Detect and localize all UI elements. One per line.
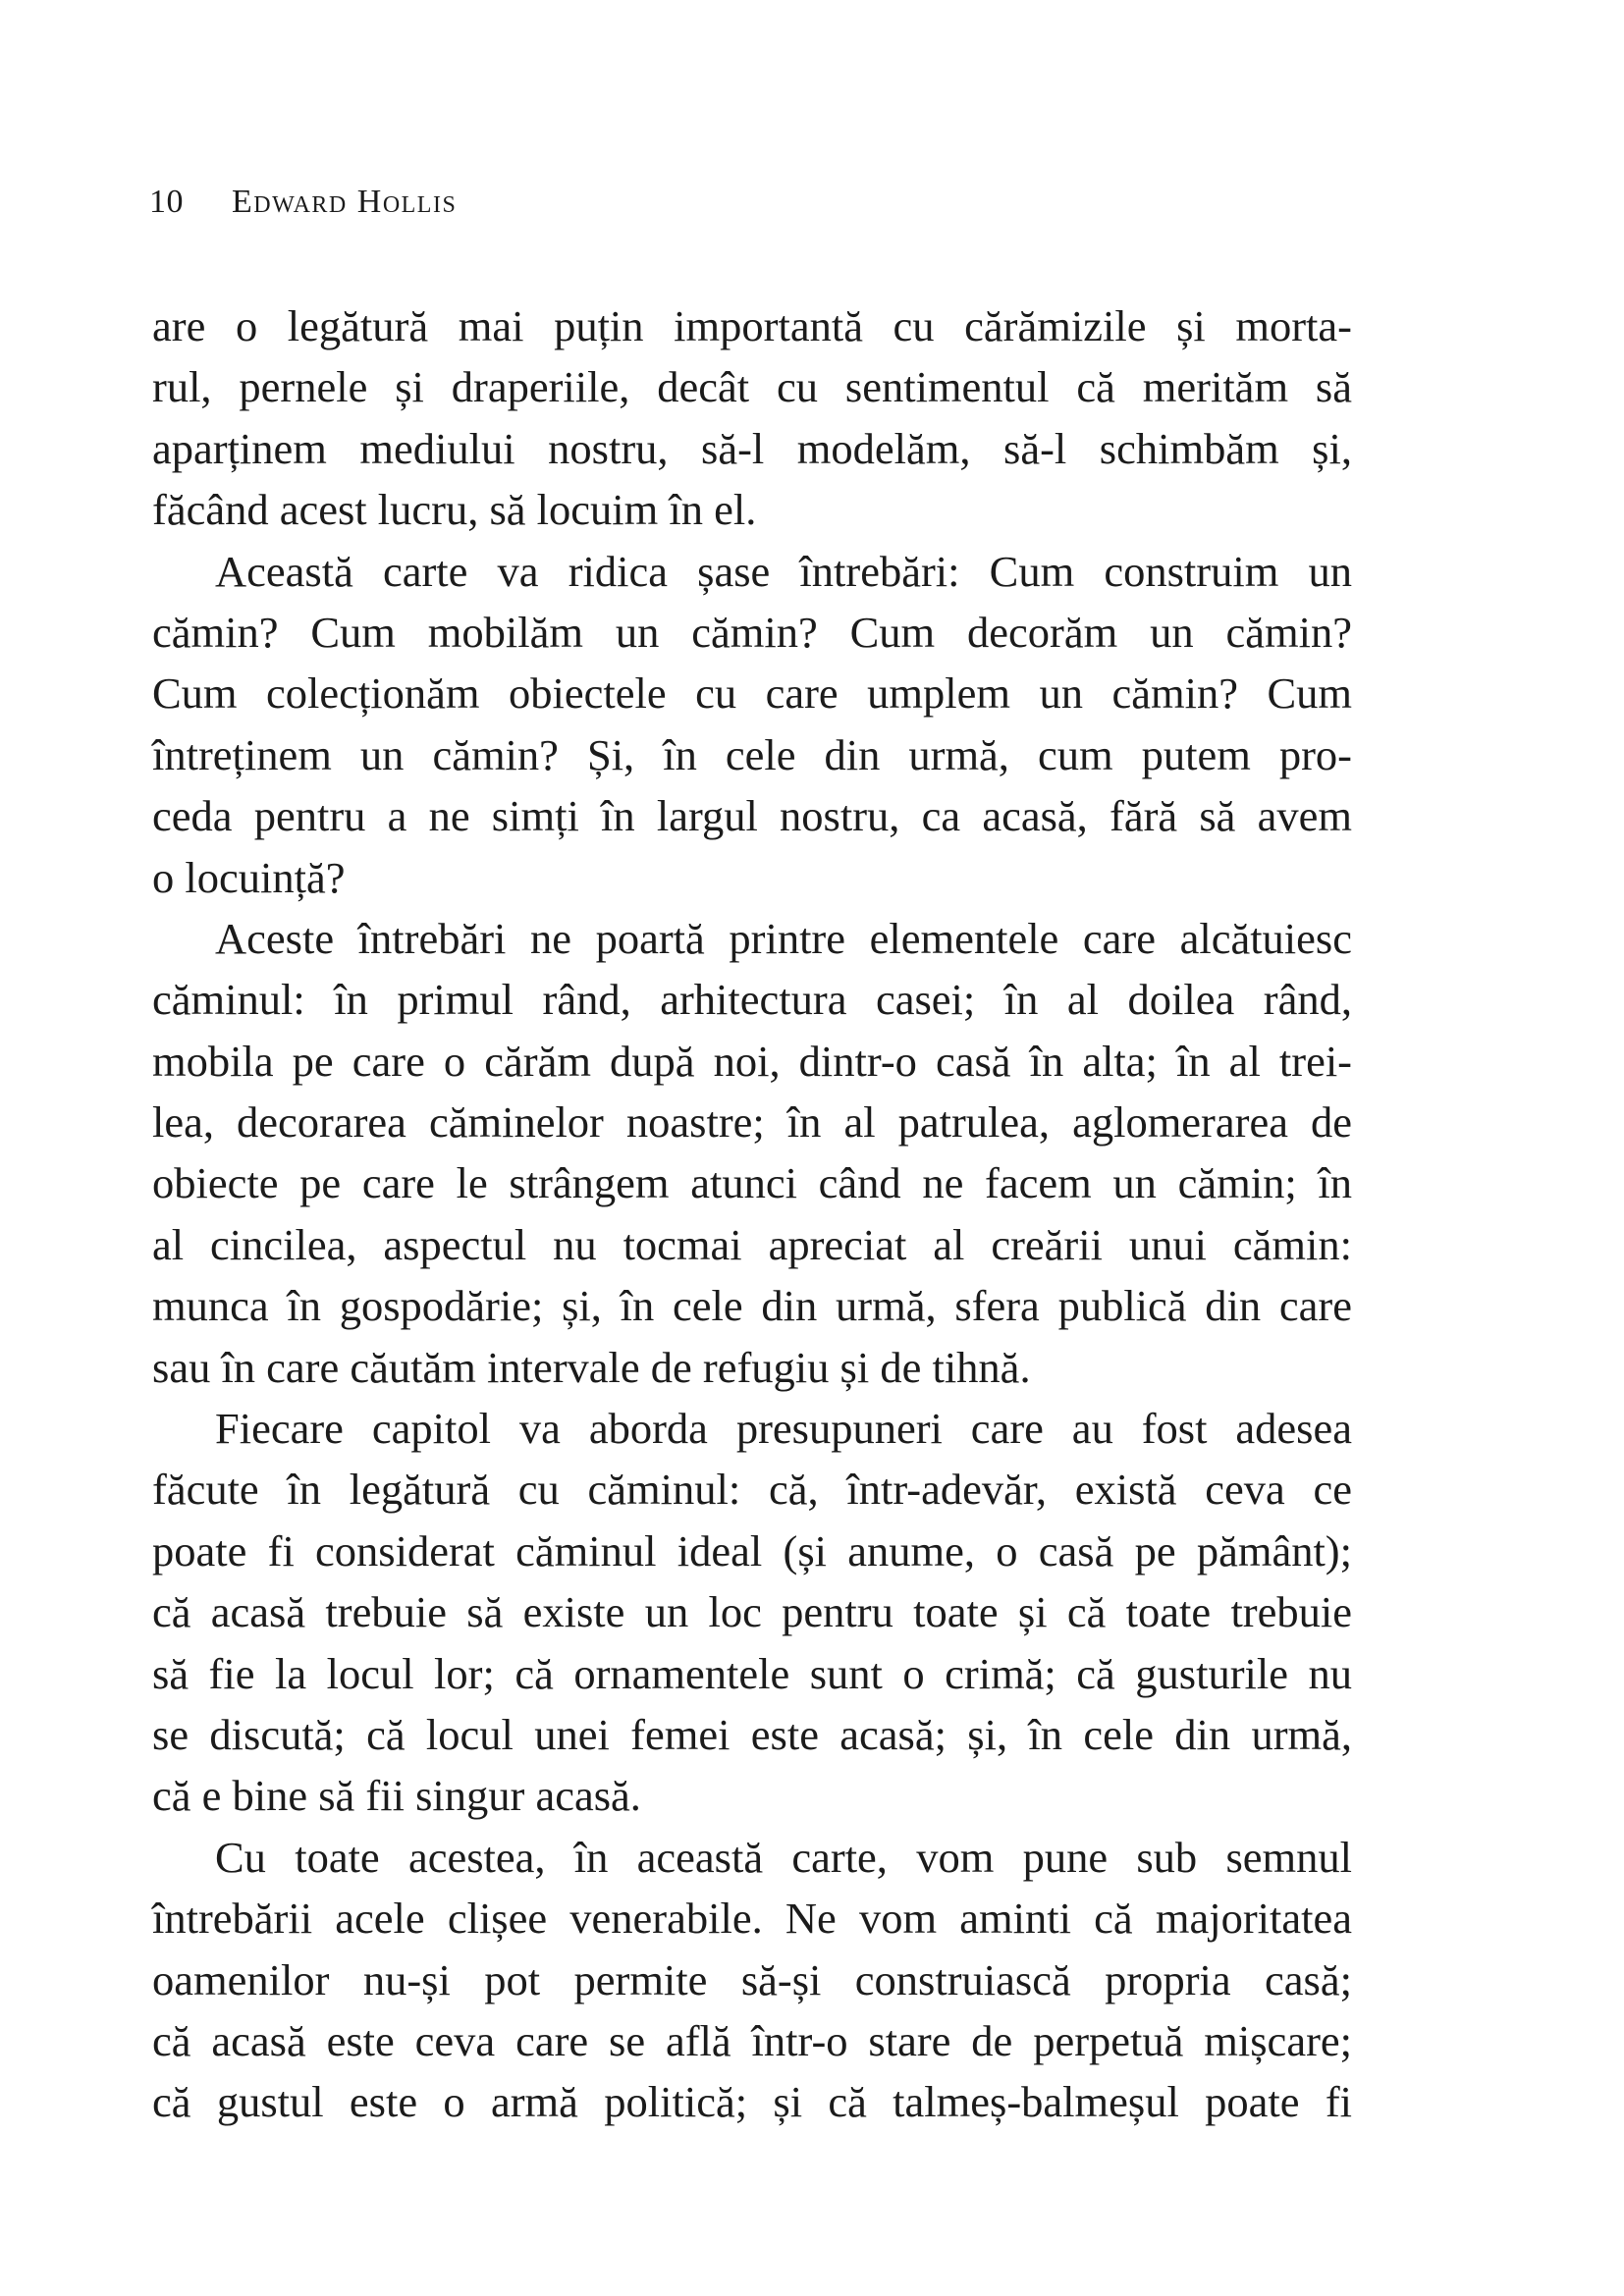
text-line: are o legătură mai puțin importantă cu cărămizile și morta- [152, 301, 1352, 350]
text-line: făcute în legătură cu căminul: că, într-adevăr, există ceva ce [152, 1465, 1352, 1515]
text-line: că gustul este o armă politică; și că talmeș-balmeșul poate fi [152, 2077, 1352, 2127]
text-line: că acasă este ceva care se află într-o stare de perpetuă mișcare; [152, 2015, 1352, 2065]
text-line: Aceste întrebări ne poartă printre elementele care alcătuiesc [215, 913, 1352, 963]
paragraph [152, 541, 1352, 908]
text-line: cămin? Cum mobilăm un cămin? Cum decorăm un cămin? [152, 607, 1352, 657]
text-line: o locuință? [152, 852, 346, 902]
text-line: făcând acest lucru, să locuim în el. [152, 485, 757, 535]
text-line: că acasă trebuie să existe un loc pentru toate și că toate trebuie [152, 1587, 1352, 1637]
text-line: munca în gospodărie; și, în cele din urmă, sfera publică din care [152, 1281, 1352, 1331]
running-head-author: Edward Hollis [232, 184, 458, 220]
text-line: să fie la locul lor; că ornamentele sunt o crimă; că gusturile nu [152, 1648, 1352, 1698]
text-line: aparținem mediului nostru, să-l modelăm, să-l schimbăm și, [152, 423, 1352, 473]
text-line: ceda pentru a ne simți în largul nostru, ca acasă, fără să avem [152, 791, 1352, 841]
text-line: obiecte pe care le strângem atunci când ne facem un cămin; în [152, 1158, 1352, 1208]
text-line: că e bine să fii singur acasă. [152, 1771, 641, 1821]
text-line: Cum colecționăm obiectele cu care umplem un cămin? Cum [152, 668, 1352, 719]
text-line: rul, pernele și draperiile, decât cu sentimentul că merităm să [152, 362, 1352, 412]
text-line: mobila pe care o cărăm după noi, dintr-o casă în alta; în al trei- [152, 1036, 1352, 1086]
text-line: sau în care căutăm intervale de refugiu și de tihnă. [152, 1342, 1031, 1392]
paragraph [152, 295, 1352, 541]
text-line: căminul: în primul rând, arhitectura casei; în al doilea rând, [152, 975, 1352, 1025]
paragraph [152, 1398, 1352, 1827]
text-line: întrebării acele clișee venerabile. Ne vom aminti că majoritatea [152, 1894, 1352, 1944]
text-line: al cincilea, aspectul nu tocmai apreciat al creării unui cămin: [152, 1219, 1352, 1269]
text-line: Fiecare capitol va aborda presupuneri care au fost adesea [215, 1404, 1352, 1454]
text-line: întreținem un cămin? Și, în cele din urmă, cum putem pro- [152, 729, 1352, 779]
text-line: Această carte va ridica șase întrebări: Cum construim un [215, 546, 1352, 596]
text-line: poate fi considerat căminul ideal (și anume, o casă pe pământ); [152, 1525, 1352, 1575]
running-header [149, 177, 457, 228]
paragraph [152, 1827, 1352, 2133]
page-number: 10 [149, 184, 184, 220]
body-text [152, 295, 1352, 2133]
text-line: oamenilor nu-și pot permite să-și construiască propria casă; [152, 1954, 1352, 2004]
text-line: se discută; că locul unei femei este acasă; și, în cele din urmă, [152, 1709, 1352, 1759]
text-line: lea, decorarea căminelor noastre; în al patrulea, aglomerarea de [152, 1097, 1352, 1148]
paragraph [152, 908, 1352, 1398]
text-line: Cu toate acestea, în această carte, vom pune sub semnul [215, 1832, 1352, 1882]
